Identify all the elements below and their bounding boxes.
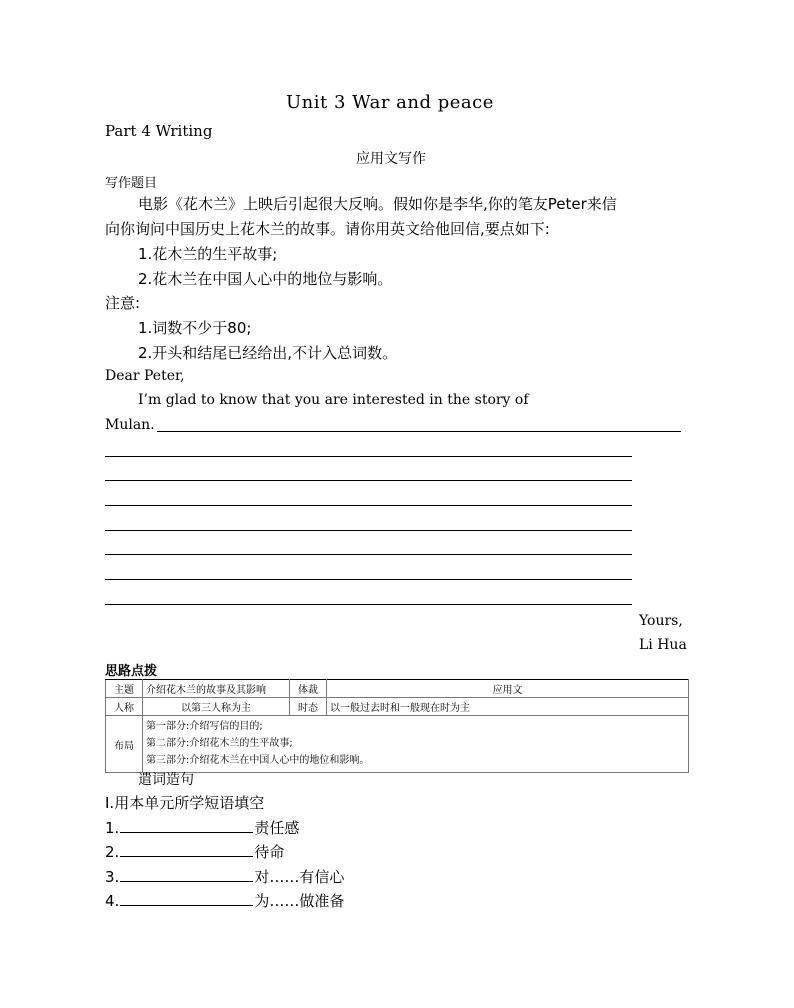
notes-label: 注意: xyxy=(105,294,141,312)
layout-label: 布局 xyxy=(106,716,143,773)
letter-opening-line-1: I’m glad to know that you are interested in the story of xyxy=(138,392,529,408)
ideas-heading: 思路点拨 xyxy=(105,664,158,679)
writing-line[interactable] xyxy=(157,431,681,432)
tense-value: 以一般过去时和一般现在时为主 xyxy=(327,698,689,716)
answer-blank[interactable] xyxy=(120,891,253,906)
vocab-item-meaning: 责任感 xyxy=(254,819,300,837)
writing-line[interactable] xyxy=(105,579,632,580)
vocab-item-meaning: 为……做准备 xyxy=(254,892,345,910)
genre-label: 体裁 xyxy=(290,680,327,698)
vocab-item xyxy=(105,890,344,911)
letter-opening-line-2: Mulan. xyxy=(105,417,155,433)
point-1: 1.花木兰的生平故事; xyxy=(138,245,278,263)
task-label: 写作题目 xyxy=(105,176,158,191)
note-2: 2.开头和结尾已经给出,不计入总词数。 xyxy=(138,344,398,362)
letter-greeting: Dear Peter, xyxy=(105,368,185,384)
page-title: Unit 3 War and peace xyxy=(286,92,494,113)
writing-line[interactable] xyxy=(105,554,632,555)
answer-blank[interactable] xyxy=(120,842,253,857)
letter-closing: Yours, xyxy=(639,613,683,629)
vocab-item-number: 4. xyxy=(105,892,120,910)
point-2: 2.花木兰在中国人心中的地位与影响。 xyxy=(138,270,393,288)
writing-line[interactable] xyxy=(105,505,632,506)
theme-value: 介绍花木兰的故事及其影响 xyxy=(143,680,290,698)
vocab-item xyxy=(105,866,344,887)
layout-part-1: 第一部分:介绍写信的目的; xyxy=(146,721,263,732)
writing-line[interactable] xyxy=(105,456,632,457)
answer-blank[interactable] xyxy=(120,867,253,882)
vocab-item xyxy=(105,817,299,838)
theme-label: 主题 xyxy=(106,680,143,698)
writing-line[interactable] xyxy=(105,530,632,531)
answer-blank[interactable] xyxy=(120,818,253,833)
writing-line[interactable] xyxy=(105,480,632,481)
task-line-1: 电影《花木兰》上映后引起很大反响。假如你是李华,你的笔友Peter来信 xyxy=(138,195,617,213)
vocab-heading: 遣词造句 xyxy=(138,772,194,788)
vocab-item-number: 2. xyxy=(105,843,120,861)
vocab-item xyxy=(105,841,284,862)
part-label: Part 4 Writing xyxy=(105,122,213,140)
vocab-item-number: 3. xyxy=(105,868,120,886)
person-label: 人称 xyxy=(106,698,143,716)
layout-part-3: 第三部分:介绍花木兰在中国人心中的地位和影响。 xyxy=(146,755,370,766)
section-heading: 应用文写作 xyxy=(356,151,426,167)
letter-signature: Li Hua xyxy=(639,637,687,653)
layout-value xyxy=(143,716,689,773)
vocab-item-meaning: 对……有信心 xyxy=(254,868,345,886)
ideas-table xyxy=(105,679,689,773)
tense-label: 时态 xyxy=(290,698,327,716)
writing-line[interactable] xyxy=(105,604,632,605)
note-1: 1.词数不少于80; xyxy=(138,319,252,337)
task-line-2: 向你询问中国历史上花木兰的故事。请你用英文给他回信,要点如下: xyxy=(105,220,550,238)
layout-part-2: 第二部分:介绍花木兰的生平故事; xyxy=(146,738,293,749)
vocab-section-title: Ⅰ.用本单元所学短语填空 xyxy=(105,794,265,812)
person-value: 以第三人称为主 xyxy=(143,698,290,716)
genre-value: 应用文 xyxy=(327,680,689,698)
vocab-item-number: 1. xyxy=(105,819,120,837)
vocab-item-meaning: 待命 xyxy=(254,843,285,861)
